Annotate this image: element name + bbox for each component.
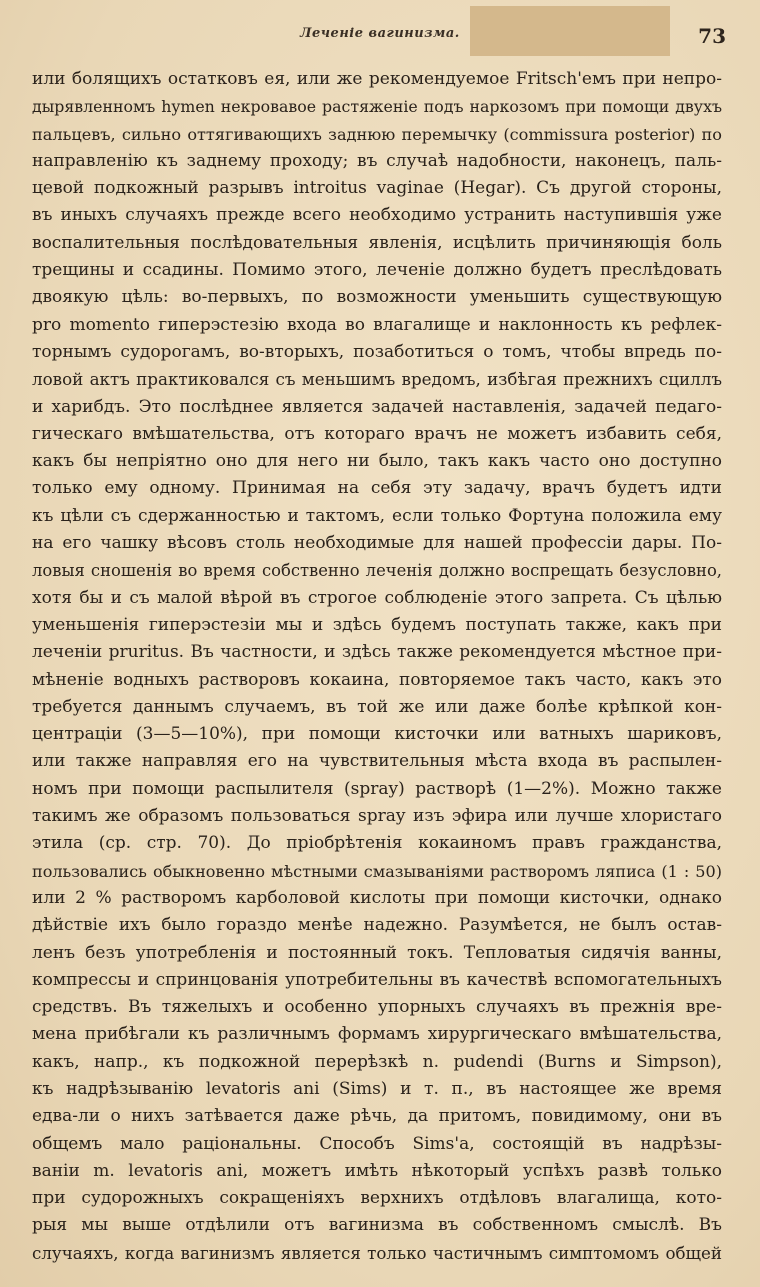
text-line: цевой подкожный разрывъ introitus vaginae (Hegar). Съ другой стороны, (32, 178, 722, 199)
text-line: на его чашку вѣсовъ столь необходимые для нашей профессіи дары. По- (32, 533, 722, 554)
text-line: гическаго вмѣшательства, отъ котораго врачъ не можетъ избавить себя, (32, 423, 722, 444)
text-line: этила (ср. стр. 70). До пріобрѣтенія кокаиномъ правъ гражданства, (32, 833, 722, 854)
text-line: хотя бы и съ малой вѣрой въ строгое соблюденіе этого запрета. Съ цѣлью (32, 587, 722, 608)
redaction-box (470, 6, 670, 56)
text-line: случаяхъ, когда вагинизмъ является только частичнымъ симптомомъ общей (32, 1243, 722, 1263)
text-line: леченіи pruritus. Въ частности, и здѣсь также рекомендуется мѣстное при- (32, 642, 722, 663)
text-line: ловыя сношенія во время собственно леченія должно воспрещать безусловно, (32, 561, 722, 581)
text-line: ловой актъ практиковался съ меньшимъ вредомъ, избѣгая прежнихъ сциллъ (32, 369, 722, 390)
text-line: воспалительныя послѣдовательныя явленія, исцѣлить причиняющія боль (32, 232, 722, 253)
text-line: средствъ. Въ тяжелыхъ и особенно упорныхъ случаяхъ въ прежнія вре- (32, 997, 722, 1018)
text-line: рыя мы выше отдѣлили отъ вагинизма въ собственномъ смыслѣ. Въ (32, 1215, 722, 1236)
text-line: торнымъ судорогамъ, во-вторыхъ, позаботиться о томъ, чтобы впредь по- (32, 341, 722, 362)
text-line: трещины и ссадины. Помимо этого, леченіе должно будетъ преслѣдовать (32, 260, 722, 281)
text-line: въ иныхъ случаяхъ прежде всего необходимо устранить наступившія уже (32, 205, 722, 226)
text-line: ваніи m. levatoris ani, можетъ имѣть нѣкоторый успѣхъ развѣ только (32, 1160, 722, 1181)
text-line: какъ, напр., къ подкожной перерѣзкѣ n. pudendi (Burns и Simpson), (32, 1051, 722, 1072)
text-line: мена прибѣгали къ различнымъ формамъ хирургическаго вмѣшательства, (32, 1024, 722, 1045)
text-line: двоякую цѣль: во-первыхъ, по возможности уменьшить существующую (32, 287, 722, 308)
text-line: общемъ мало раціональны. Способъ Sims'а, состоящій въ надрѣзы- (32, 1133, 722, 1154)
text-line: направленію къ заднему проходу; въ случаѣ надобности, наконецъ, паль- (32, 150, 722, 171)
text-line: или болящихъ остатковъ ея, или же рекомендуемое Fritsch'емъ при непро- (32, 69, 722, 89)
text-line: едва-ли о нихъ затѣвается даже рѣчь, да притомъ, повидимому, они въ (32, 1106, 722, 1127)
text-line: дѣйствіе ихъ было гораздо менѣе надежно. Разумѣется, не былъ остав- (32, 915, 722, 936)
text-line: или 2 % растворомъ карболовой кислоты при помощи кисточки, однако (32, 887, 722, 908)
text-line: компрессы и спринцованія употребительны въ качествѣ вспомогательныхъ (32, 969, 722, 990)
text-line: какъ бы непріятно оно для него ни было, такъ какъ часто оно доступно (32, 451, 722, 472)
body-text (32, 66, 722, 1267)
page-number: 73 (698, 24, 726, 48)
text-line: или также направляя его на чувствительныя мѣста входа въ распылен- (32, 751, 722, 772)
text-line: и харибдъ. Это послѣднее является задачей наставленія, задачей педаго- (32, 396, 722, 417)
text-line: pro momento гиперэстезію входа во влагалище и наклонность къ рефлек- (32, 314, 722, 335)
text-line: такимъ же образомъ пользоваться spray изъ эфира или лучше хлористаго (32, 806, 722, 827)
text-line: къ цѣли съ сдержанностью и тактомъ, если только Фортуна положила ему (32, 505, 722, 526)
text-line: центраціи (3—5—10%), при помощи кисточки или ватныхъ шариковъ, (32, 724, 722, 745)
text-line: къ надрѣзыванію levatoris ani (Sims) и т. п., въ настоящее же время (32, 1078, 722, 1099)
running-title: Леченіе вагинизма. (300, 26, 460, 41)
text-line: дырявленномъ hymen некровавое растяженіе подъ наркозомъ при помощи двухъ (32, 97, 722, 117)
text-line: при судорожныхъ сокращеніяхъ верхнихъ отдѣловъ влагалища, кото- (32, 1188, 722, 1209)
text-line: пальцевъ, сильно оттягивающихъ заднюю перемычку (commissura posterior) по (32, 124, 722, 144)
text-line: ленъ безъ употребленія и постоянный токъ. Тепловатыя сидячія ванны, (32, 942, 722, 963)
text-line: только ему одному. Принимая на себя эту задачу, врачъ будетъ идти (32, 478, 722, 499)
text-line: номъ при помощи распылителя (spray) растворѣ (1—2%). Можно также (32, 778, 722, 799)
text-line: пользовались обыкновенно мѣстными смазываніями растворомъ ляписа (1 : 50) (32, 861, 722, 881)
text-line: требуется даннымъ случаемъ, въ той же или даже болѣе крѣпкой кон- (32, 696, 722, 717)
text-line: уменьшенія гиперэстезіи мы и здѣсь будемъ поступать также, какъ при (32, 614, 722, 635)
text-line: мѣненіе водныхъ растворовъ кокаина, повторяемое такъ часто, какъ это (32, 669, 722, 690)
